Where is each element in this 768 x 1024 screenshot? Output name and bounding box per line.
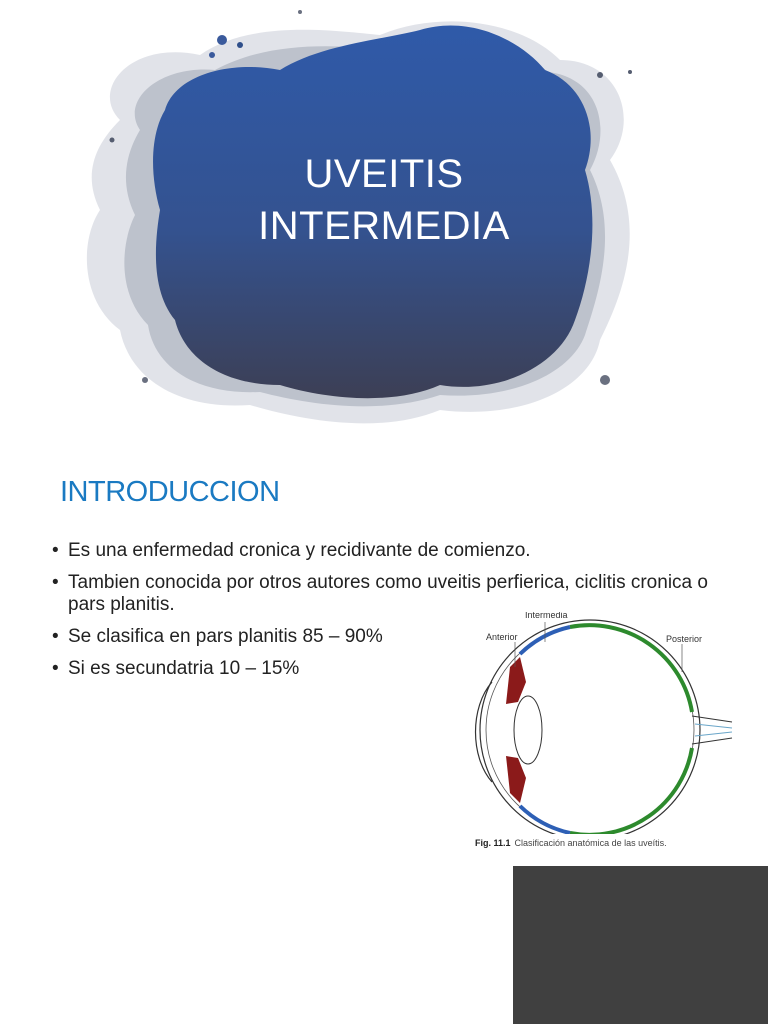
list-item [52, 572, 712, 616]
bullet-text: Si es secundatria 10 – 15% [68, 658, 300, 679]
caption-text: Clasificación anatómica de las uveítis. [514, 838, 667, 848]
eye-anatomy-figure [470, 612, 742, 852]
label-posterior: Posterior [666, 634, 703, 644]
label-intermedia: Intermedia [525, 612, 568, 620]
bullet-icon: • [52, 540, 59, 561]
slide-title [0, 148, 768, 252]
bullet-icon: • [52, 626, 59, 647]
title-line-2: INTERMEDIA [258, 204, 510, 248]
bullet-text: Es una enfermedad cronica y recidivante de comienzo. [68, 540, 531, 561]
bullet-text: Tambien conocida por otros autores como uveitis perfierica, ciclitis cronica o pars planitis. [68, 572, 708, 615]
title-line-1: UVEITIS [304, 152, 464, 196]
eye-diagram [470, 612, 742, 834]
dark-overlay-block [513, 866, 768, 1024]
list-item [52, 540, 712, 562]
bullet-icon: • [52, 572, 59, 593]
content-slide [0, 432, 768, 1024]
caption-number: Fig. 11.1 [475, 838, 511, 848]
label-anterior: Anterior [486, 632, 518, 642]
figure-caption [475, 838, 667, 848]
bullet-icon: • [52, 658, 59, 679]
title-slide [0, 0, 768, 432]
slide-heading: INTRODUCCION [60, 476, 280, 508]
bullet-text: Se clasifica en pars planitis 85 – 90% [68, 626, 383, 647]
